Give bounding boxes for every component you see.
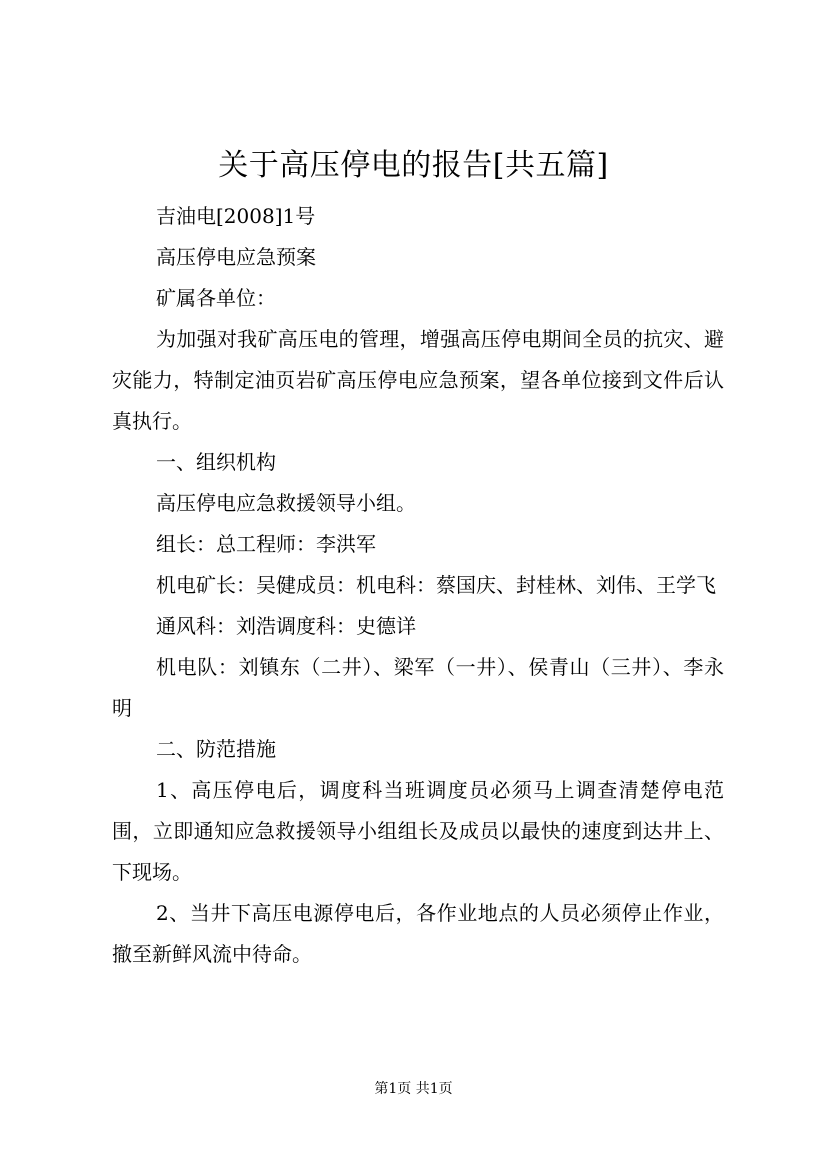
- salutation: 矿属各单位：: [156, 286, 276, 310]
- document-title: 关于高压停电的报告[共五篇]: [218, 148, 609, 183]
- paragraph-ventilation-dispatch: 通风科：刘浩调度科：史德详: [156, 614, 416, 638]
- section-heading-measures: 二、防范措施: [156, 737, 276, 761]
- paragraph-members: 机电矿长：吴健成员：机电科：蔡国庆、封桂林、刘伟、王学飞: [156, 573, 716, 597]
- intro-paragraph: 为加强对我矿高压电的管理，增强高压停电期间全员的抗灾、避灾能力，特制定油页岩矿高压停电应急预案，望各单位接到文件后认真执行。: [112, 327, 724, 433]
- document-number: 吉油电[2008]1号: [156, 204, 316, 228]
- measure-item-2: 2、当井下高压电源停电后，各作业地点的人员必须停止作业，撤至新鲜风流中待命。: [112, 901, 724, 966]
- measure-item-1: 1、高压停电后，调度科当班调度员必须马上调查清楚停电范围，立即通知应急救援领导小组组长及成员以最快的速度到达井上、下现场。: [112, 778, 724, 884]
- paragraph-group-leader: 组长：总工程师：李洪军: [156, 532, 376, 556]
- page-footer: 第1页 共1页: [374, 1081, 453, 1097]
- plan-name: 高压停电应急预案: [156, 245, 316, 269]
- section-heading-organization: 一、组织机构: [156, 450, 276, 474]
- document-body: [112, 196, 724, 975]
- paragraph-electromechanical-team: 机电队：刘镇东（二井）、梁军（一井）、侯青山（三井）、李永明: [112, 655, 724, 720]
- paragraph-leadership-group: 高压停电应急救援领导小组。: [156, 491, 416, 515]
